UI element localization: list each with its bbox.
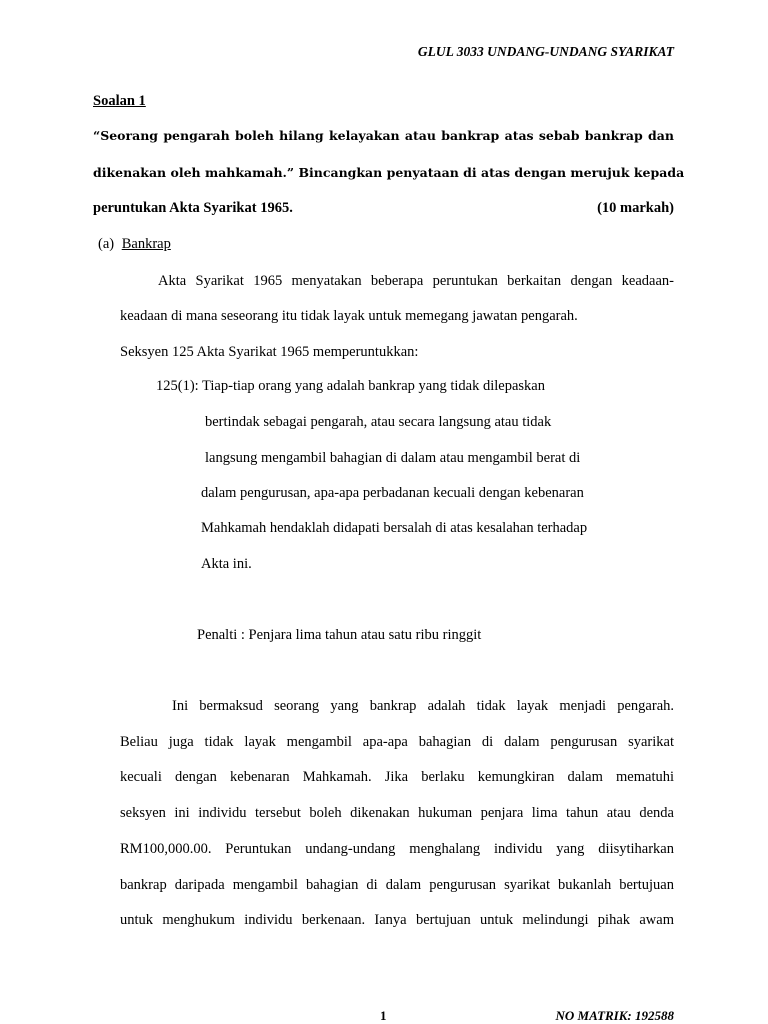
- question-line: “Seorang pengarah boleh hilang kelayakan atau bankrap atas sebab bankrap dan: [93, 128, 674, 143]
- provision-line: Akta ini.: [201, 556, 252, 572]
- matric-number: NO MATRIK: 192588: [555, 1008, 674, 1023]
- explanation-line: Beliau juga tidak layak mengambil apa-apa bahagian di dalam pengurusan syarikat: [120, 734, 674, 750]
- question-last-line: [93, 200, 674, 217]
- provision-line: 125(1): Tiap-tiap orang yang adalah bankrap yang tidak dilepaskan: [156, 378, 545, 394]
- provision-line: bertindak sebagai pengarah, atau secara langsung atau tidak: [205, 414, 552, 430]
- provision-line: langsung mengambil bahagian di dalam atau mengambil berat di: [205, 450, 581, 466]
- explanation-line: RM100,000.00. Peruntukan undang-undang menghalang individu yang diisytiharkan: [120, 841, 674, 857]
- explanation-line: bankrap daripada mengambil bahagian di dalam pengurusan syarikat bukanlah bertujuan: [120, 877, 674, 893]
- intro-line: Akta Syarikat 1965 menyatakan beberapa peruntukan berkaitan dengan keadaan-: [158, 273, 674, 289]
- section-a-heading: [98, 236, 171, 253]
- section-label: (a): [98, 236, 115, 252]
- provision-line: dalam pengurusan, apa-apa perbadanan kecuali dengan kebenaran: [201, 485, 584, 501]
- explanation-line: kecuali dengan kebenaran Mahkamah. Jika berlaku kemungkiran dalam mematuhi: [120, 769, 674, 785]
- intro-line: keadaan di mana seseorang itu tidak layak untuk memegang jawatan pengarah.: [120, 308, 578, 324]
- explanation-line: seksyen ini individu tersebut boleh dikenakan hukuman penjara lima tahun atau denda: [120, 805, 674, 821]
- course-header: GLUL 3033 UNDANG-UNDANG SYARIKAT: [417, 44, 674, 59]
- question-line: peruntukan Akta Syarikat 1965.: [93, 200, 293, 216]
- explanation-line: untuk menghukum individu berkenaan. Ianya bertujuan untuk melindungi pihak awam: [120, 912, 674, 928]
- page-number: 1: [380, 1008, 387, 1023]
- section-heading: Bankrap: [121, 236, 171, 252]
- question-line: dikenakan oleh mahkamah.” Bincangkan penyataan di atas dengan merujuk kepada: [93, 165, 685, 180]
- provision-line: Mahkamah hendaklah didapati bersalah di atas kesalahan terhadap: [201, 520, 588, 536]
- section-reference: Seksyen 125 Akta Syarikat 1965 memperuntukkan:: [120, 344, 419, 360]
- question-marks: (10 markah): [597, 200, 674, 216]
- penalty-line: Penalti : Penjara lima tahun atau satu ribu ringgit: [197, 627, 482, 643]
- question-title: Soalan 1: [93, 93, 146, 109]
- explanation-line: Ini bermaksud seorang yang bankrap adalah tidak layak menjadi pengarah.: [172, 698, 674, 714]
